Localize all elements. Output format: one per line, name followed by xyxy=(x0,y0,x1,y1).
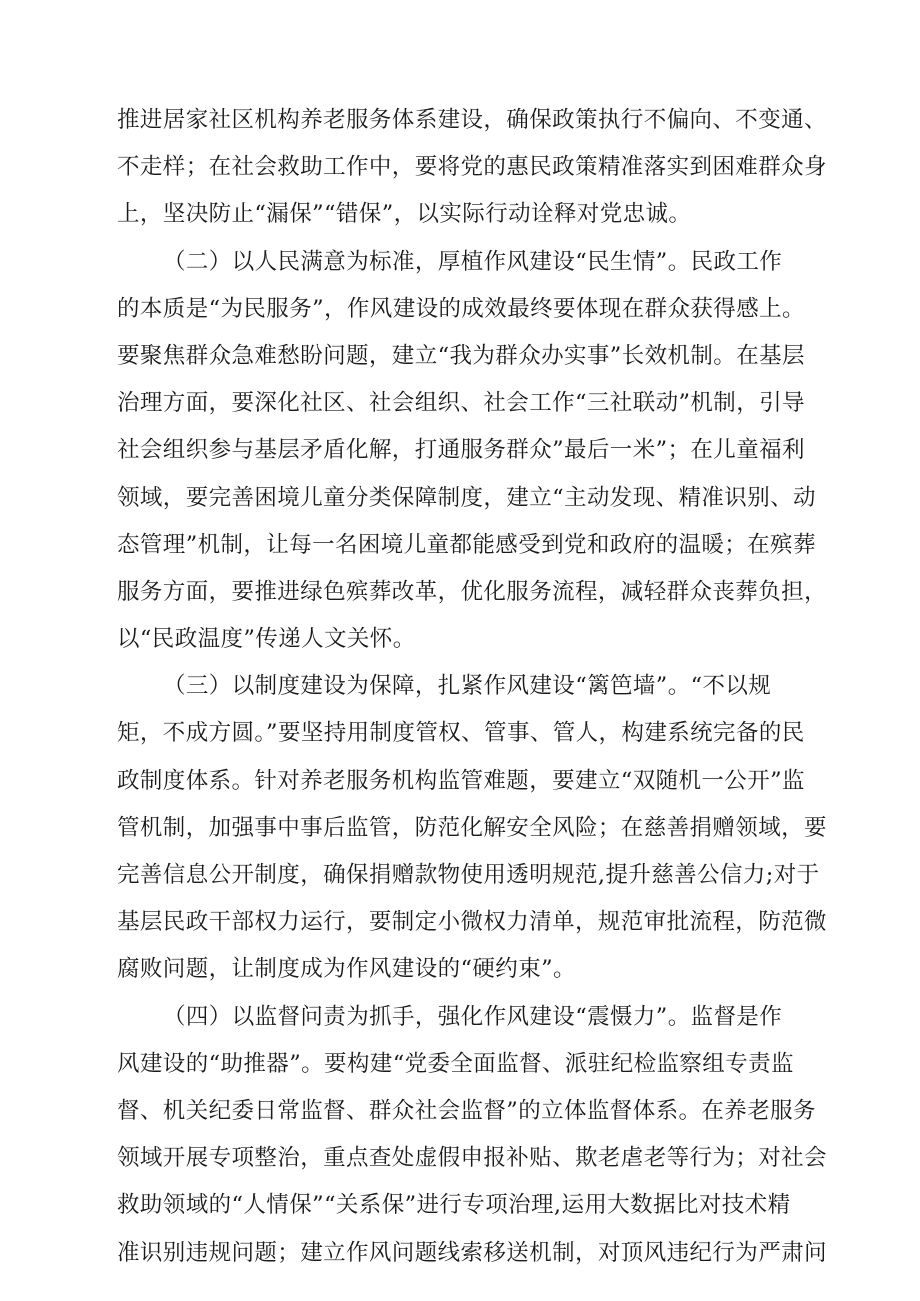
body-text xyxy=(117,97,827,1277)
text-line: 完善信息公开制度，确保捐赠款物使用透明规范,提升慈善公信力;对于 xyxy=(117,862,820,888)
text-line: （二）以人民满意为标准，厚植作风建设“民生情”。民政工作 xyxy=(163,248,783,275)
paragraph-section-4 xyxy=(117,994,827,1277)
text-line: 服务方面，要推进绿色殡葬改革，优化服务流程，减轻群众丧葬负担， xyxy=(117,578,827,605)
text-line: 社会组织参与基层矛盾化解，打通服务群众”最后一米”；在儿童福利 xyxy=(117,437,805,464)
text-line: 政制度体系。针对养老服务机构监管难题，要建立“双随机一公开”监 xyxy=(117,767,805,794)
text-line: 要聚焦群众急难愁盼问题，建立“我为群众办实事”长效机制。在基层 xyxy=(117,342,805,369)
text-line: （四）以监督问责为抓手，强化作风建设“震慑力”。监督是作 xyxy=(163,1003,783,1030)
text-line: 救助领域的“人情保”“关系保”进行专项治理,运用大数据比对技术精 xyxy=(117,1192,791,1219)
paragraph-continuation xyxy=(117,97,827,239)
text-line: 基层民政干部权力运行，要制定小微权力清单，规范审批流程，防范微 xyxy=(117,909,827,936)
paragraph-section-3 xyxy=(117,663,827,993)
text-line: 领域，要完善困境儿童分类保障制度，建立“主动发现、精准识别、动 xyxy=(117,484,816,511)
text-line: 治理方面，要深化社区、社会组织、社会工作“三社联动”机制，引导 xyxy=(117,390,805,417)
text-line: 推进居家社区机构养老服务体系建设，确保政策执行不偏向、不变通、 xyxy=(117,107,827,133)
text-line: 以“民政温度”传递人文关怀。 xyxy=(117,626,416,653)
text-line: 态管理”机制，让每一名困境儿童都能感受到党和政府的温暖；在殡葬 xyxy=(117,531,816,558)
text-line: 督、机关纪委日常监督、群众社会监督”的立体监督体系。在养老服务 xyxy=(117,1097,816,1124)
text-line: 不走样；在社会救助工作中，要将党的惠民政策精准落实到困难群众身 xyxy=(117,154,827,181)
text-line: 上，坚决防止“漏保”“错保”，以实际行动诠释对党忠诚。 xyxy=(117,201,692,228)
text-line: 腐败问题，让制度成为作风建设的“硬约束”。 xyxy=(117,956,576,983)
text-line: （三）以制度建设为保障，扎紧作风建设“篱笆墙”。“不以规 xyxy=(163,673,772,700)
text-line: 风建设的“助推器”。要构建“党委全面监督、派驻纪检监察组专责监 xyxy=(117,1050,794,1077)
text-line: 管机制，加强事中事后监管，防范化解安全风险；在慈善捐赠领域，要 xyxy=(117,814,827,841)
text-line: 准识别违规问题；建立作风问题线索移送机制，对顶风违纪行为严肃问 xyxy=(117,1239,827,1266)
paragraph-section-2 xyxy=(117,239,827,664)
text-line: 的本质是“为民服务”，作风建设的成效最终要体现在群众获得感上。 xyxy=(117,295,805,322)
text-line: 领域开展专项整治，重点查处虚假申报补贴、欺老虐老等行为；对社会 xyxy=(117,1145,827,1172)
text-line: 矩，不成方圆。”要坚持用制度管权、管事、管人，构建系统完备的民 xyxy=(117,720,805,747)
